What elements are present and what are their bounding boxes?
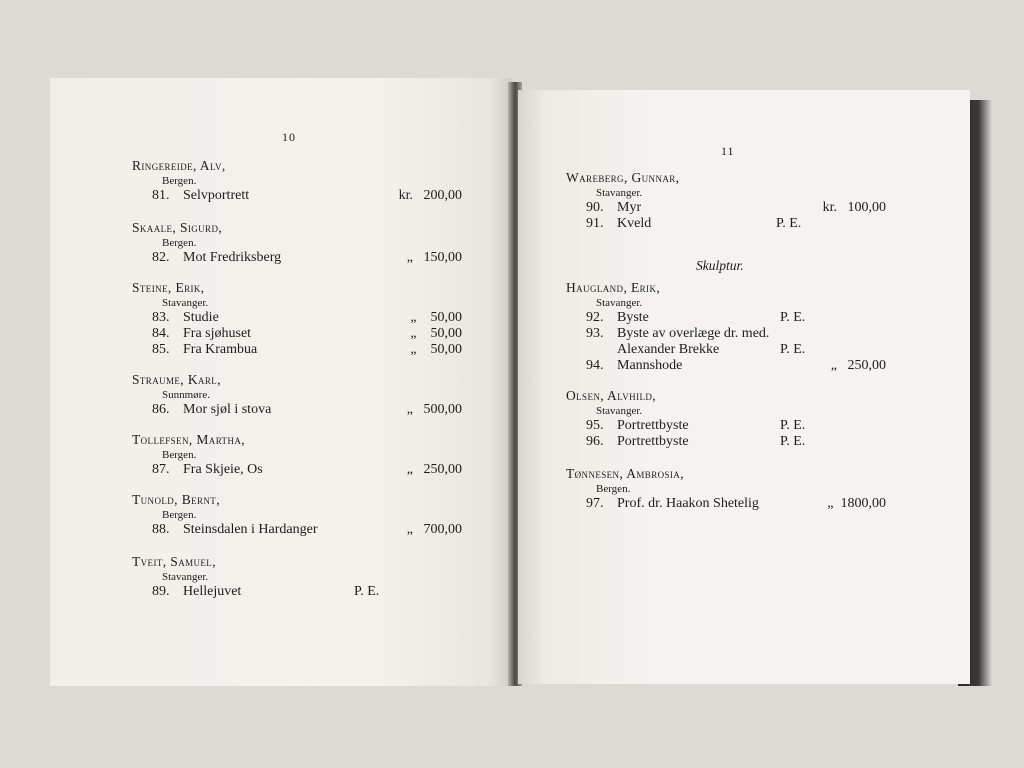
work-title: Fra Krambua xyxy=(183,342,258,357)
artist-city: Bergen. xyxy=(596,483,631,495)
work-row xyxy=(566,326,886,342)
work-number: 92. xyxy=(586,310,604,325)
artist-name: Ringereide, Alv, xyxy=(132,158,226,173)
work-number: 86. xyxy=(152,402,170,417)
work-title: Alexander Brekke xyxy=(617,342,720,357)
work-number: 97. xyxy=(586,496,604,511)
catalog-entry xyxy=(132,158,462,204)
work-price: „ 250,00 xyxy=(830,358,886,373)
artist-name: Straume, Karl, xyxy=(132,372,221,387)
artist-city: Bergen. xyxy=(162,509,197,521)
work-price: kr. 100,00 xyxy=(822,200,886,215)
work-price: „ 500,00 xyxy=(406,402,462,417)
work-row xyxy=(132,584,462,600)
catalog-entry xyxy=(132,492,462,538)
work-title: Selvportrett xyxy=(183,188,250,203)
catalog-entry xyxy=(132,554,462,600)
artist-city: Stavanger. xyxy=(162,297,209,309)
work-status: P. E. xyxy=(780,434,806,449)
work-row xyxy=(566,310,886,326)
artist-name: Steine, Erik, xyxy=(132,280,205,295)
catalog-entry xyxy=(132,280,462,358)
work-status: P. E. xyxy=(354,584,380,599)
work-title: Steinsdalen i Hardanger xyxy=(183,522,318,537)
page-number: 11 xyxy=(721,144,735,158)
work-number: 90. xyxy=(586,200,604,215)
artist-name: Haugland, Erik, xyxy=(566,280,661,295)
catalog-entry xyxy=(132,432,462,478)
work-price: „ 50,00 xyxy=(410,342,462,357)
work-title: Fra Skjeie, Os xyxy=(183,462,263,477)
artist-name: Tveit, Samuel, xyxy=(132,554,216,569)
work-number: 91. xyxy=(586,216,604,231)
catalog-entry xyxy=(132,372,462,418)
work-row xyxy=(566,358,886,374)
work-number: 96. xyxy=(586,434,604,449)
work-price: „ 150,00 xyxy=(406,250,462,265)
work-row xyxy=(566,496,886,512)
artist-name: Wareberg, Gunnar, xyxy=(566,170,680,185)
work-row xyxy=(132,310,462,326)
work-price: „ 50,00 xyxy=(410,310,462,325)
work-row xyxy=(566,342,886,358)
artist-city: Stavanger. xyxy=(596,187,643,199)
work-title: Myr xyxy=(617,200,642,215)
work-price: kr. 200,00 xyxy=(398,188,462,203)
artist-name: Tønnesen, Ambrosia, xyxy=(566,466,684,481)
work-row xyxy=(566,216,886,232)
work-number: 82. xyxy=(152,250,170,265)
work-row xyxy=(132,250,462,266)
work-title: Hellejuvet xyxy=(183,584,242,599)
work-number: 83. xyxy=(152,310,170,325)
section-heading: Skulptur. xyxy=(696,258,744,273)
work-title: Portrettbyste xyxy=(617,418,689,433)
work-row xyxy=(132,326,462,342)
work-number: 93. xyxy=(586,326,604,341)
work-title: Byste xyxy=(617,310,649,325)
artist-city: Bergen. xyxy=(162,175,197,187)
right-page xyxy=(518,90,970,684)
work-row xyxy=(132,402,462,418)
work-title: Fra sjøhuset xyxy=(183,326,252,341)
artist-city: Stavanger. xyxy=(162,571,209,583)
work-title: Studie xyxy=(183,310,219,325)
work-number: 84. xyxy=(152,326,170,341)
artist-city: Bergen. xyxy=(162,237,197,249)
work-number: 81. xyxy=(152,188,170,203)
page-number: 10 xyxy=(282,130,296,144)
work-number: 87. xyxy=(152,462,170,477)
catalog-entry xyxy=(566,170,886,232)
work-row xyxy=(132,342,462,358)
work-title: Mot Fredriksberg xyxy=(183,250,282,265)
left-page xyxy=(50,78,512,686)
catalog-entry xyxy=(566,388,886,450)
work-row xyxy=(566,434,886,450)
work-status: P. E. xyxy=(776,216,802,231)
work-row xyxy=(566,200,886,216)
work-title: Kveld xyxy=(617,216,652,231)
work-number: 95. xyxy=(586,418,604,433)
work-price: „ 250,00 xyxy=(406,462,462,477)
work-status: P. E. xyxy=(780,418,806,433)
artist-name: Olsen, Alvhild, xyxy=(566,388,657,403)
work-title: Portrettbyste xyxy=(617,434,689,449)
artist-city: Bergen. xyxy=(162,449,197,461)
work-row xyxy=(132,188,462,204)
work-price: „ 700,00 xyxy=(406,522,462,537)
catalog-entry xyxy=(566,280,886,374)
work-row xyxy=(132,522,462,538)
work-title: Prof. dr. Haakon Shetelig xyxy=(617,496,759,511)
artist-city: Sunnmøre. xyxy=(162,389,210,401)
artist-name: Tollefsen, Martha, xyxy=(132,432,246,447)
catalog-entry xyxy=(132,220,462,266)
work-price: „ 50,00 xyxy=(410,326,462,341)
work-status: P. E. xyxy=(780,310,806,325)
work-number: 94. xyxy=(586,358,604,373)
work-title: Mor sjøl i stova xyxy=(183,402,272,417)
work-number: 85. xyxy=(152,342,170,357)
work-row xyxy=(566,418,886,434)
catalog-entry xyxy=(566,466,886,512)
work-title: Mannshode xyxy=(617,358,683,373)
work-number: 88. xyxy=(152,522,170,537)
work-title: Byste av overlæge dr. med. xyxy=(617,326,770,341)
artist-city: Stavanger. xyxy=(596,297,643,309)
artist-name: Tunold, Bernt, xyxy=(132,492,220,507)
work-price: „ 1800,00 xyxy=(827,496,886,511)
artist-name: Skaale, Sigurd, xyxy=(132,220,223,235)
work-number: 89. xyxy=(152,584,170,599)
artist-city: Stavanger. xyxy=(596,405,643,417)
work-row xyxy=(132,462,462,478)
work-status: P. E. xyxy=(780,342,806,357)
